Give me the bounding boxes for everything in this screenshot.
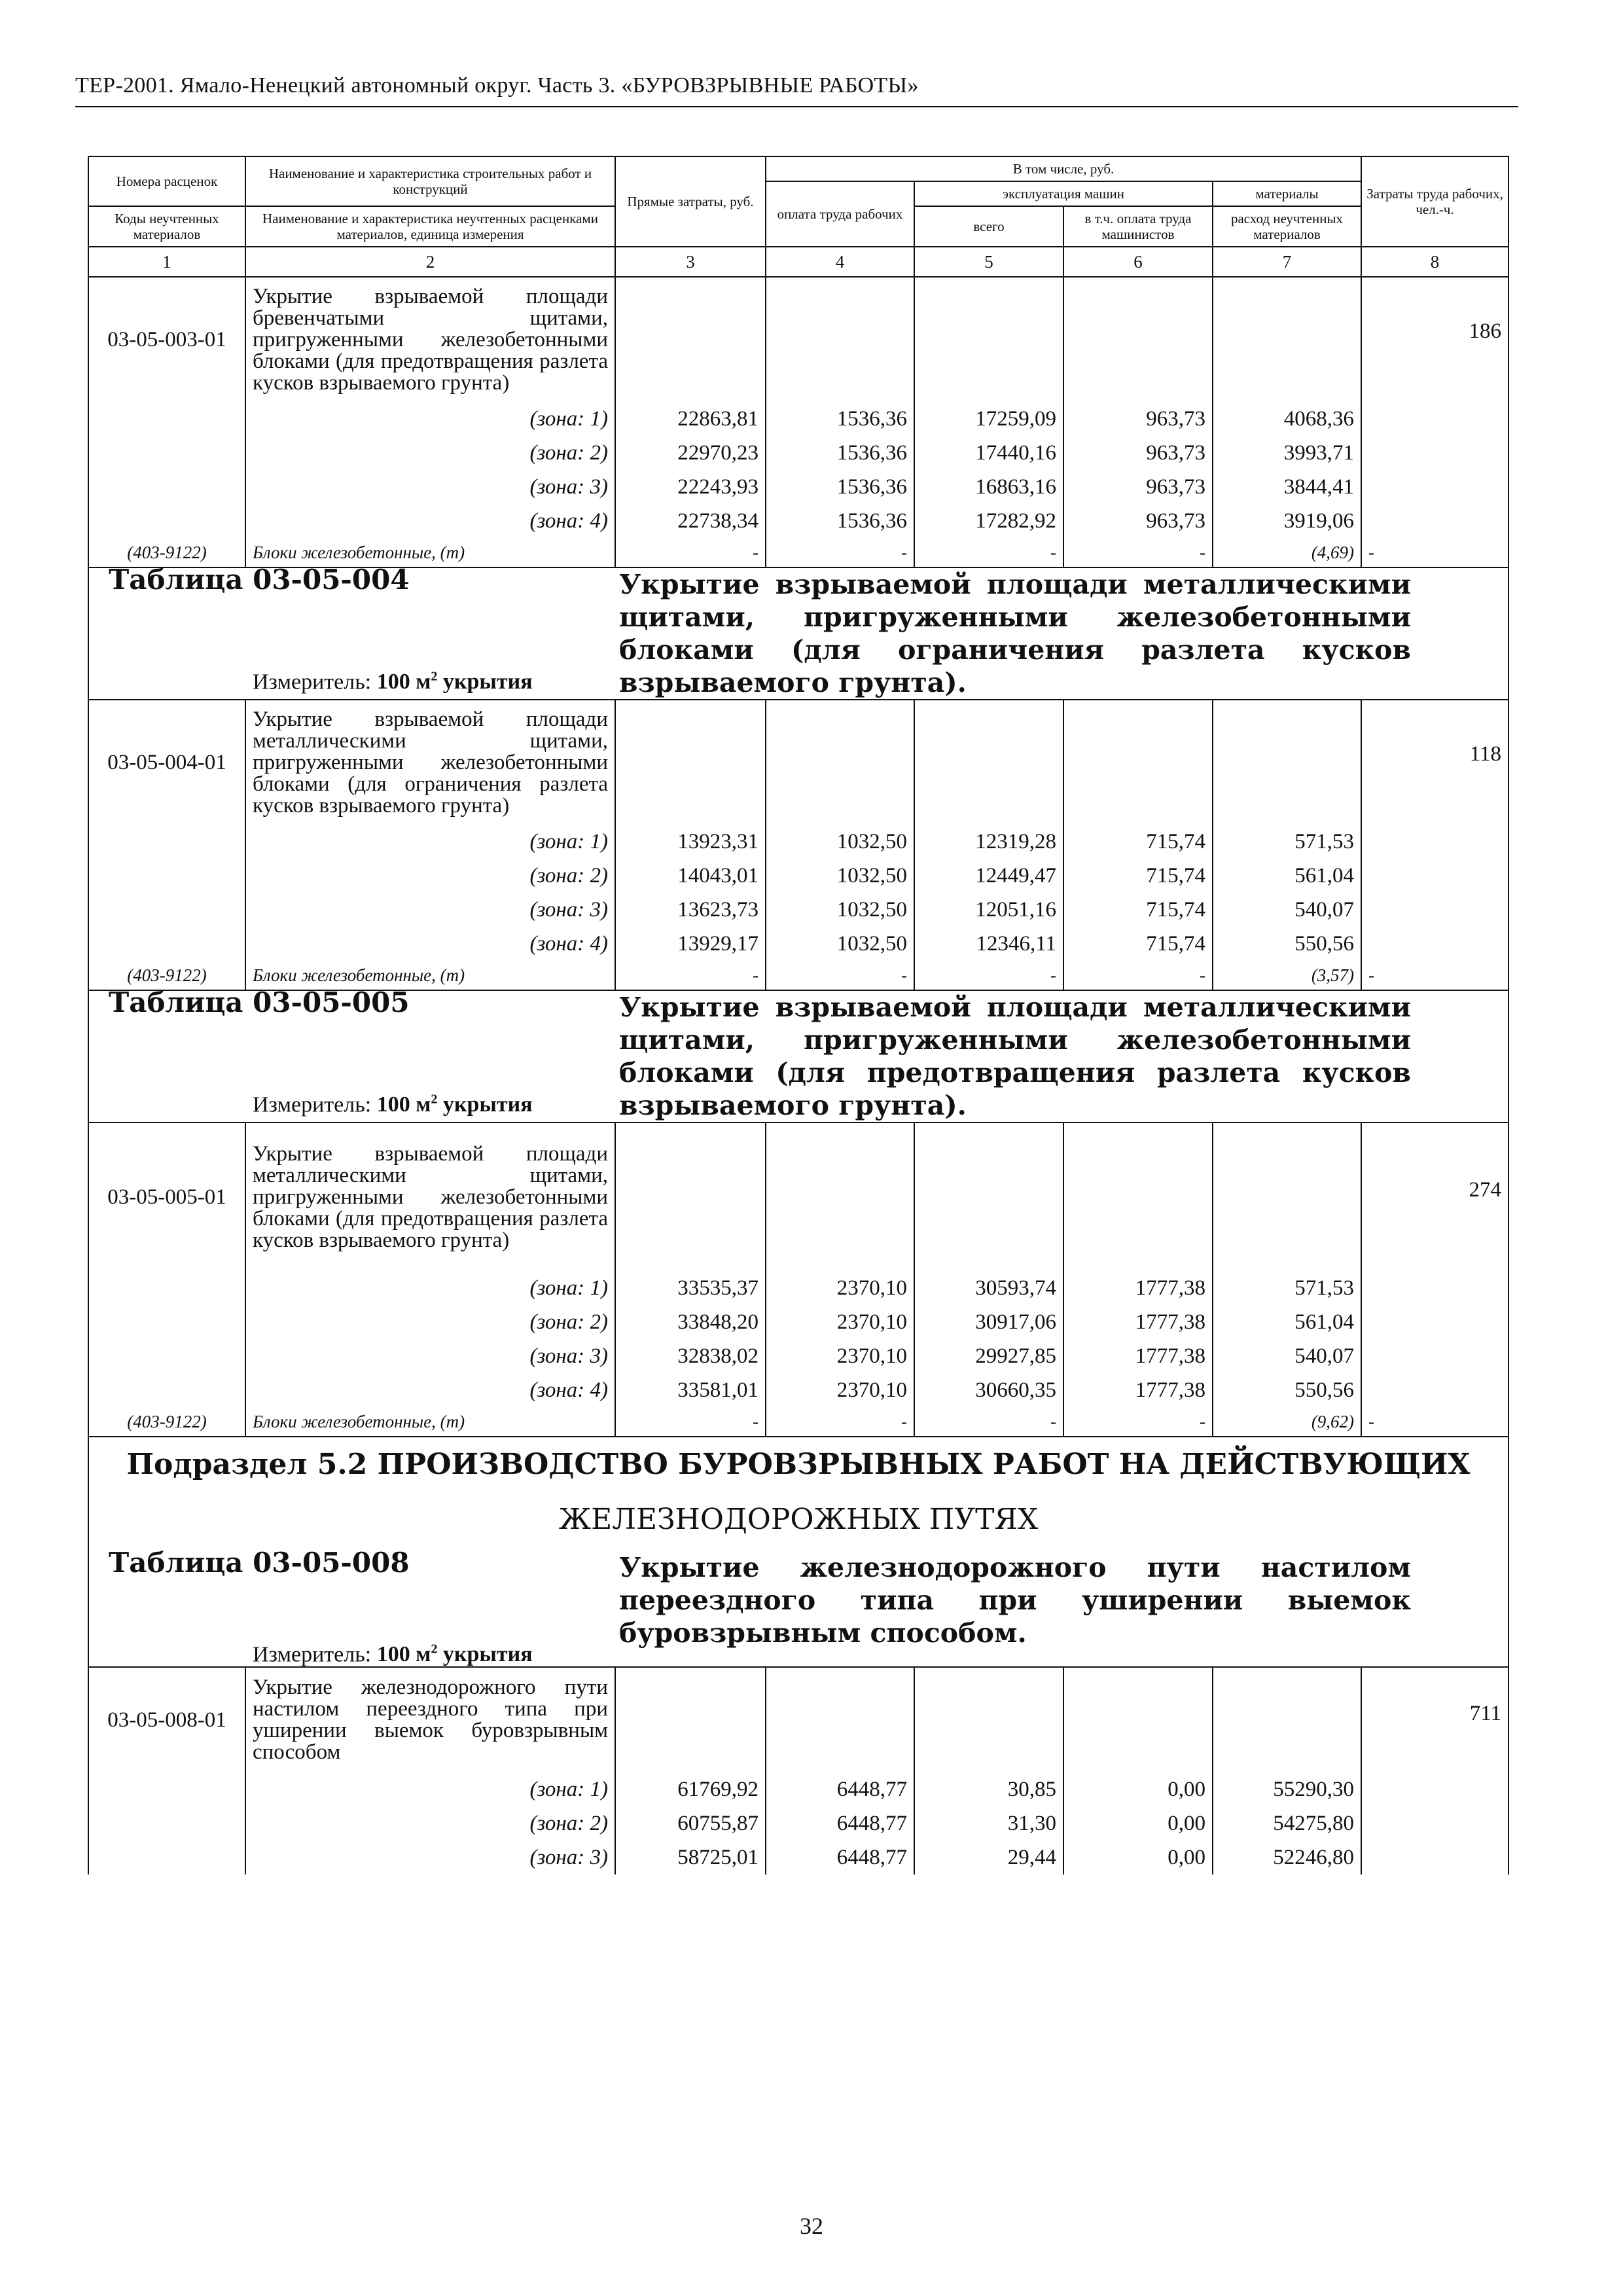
zone-label: (зона: 3) (245, 893, 615, 927)
cell-worker-pay: 1032,50 (766, 859, 914, 893)
cell-machinist-pay: 963,73 (1063, 402, 1213, 436)
cell-worker-pay: 2370,10 (766, 1339, 914, 1373)
rate-block (88, 1437, 1508, 1874)
zone-row (88, 504, 1508, 538)
zone-label: (зона: 1) (245, 1772, 615, 1806)
cell-worker-pay: 1536,36 (766, 402, 914, 436)
column-number: 7 (1213, 247, 1361, 277)
table-title: Укрытие взрываемой площади металлическими щитами, пригруженными железобетонными блоками (для ограничения разлета кусков взрываемого грунта). (619, 569, 1411, 698)
cell-machines: 17282,92 (914, 504, 1063, 538)
material-cell: - (766, 961, 914, 990)
zone-row (88, 893, 1508, 927)
material-cell: - (1063, 1407, 1213, 1437)
cell-materials: 4068,36 (1213, 402, 1361, 436)
cell-worker-pay: 1032,50 (766, 927, 914, 961)
material-cell: - (615, 961, 766, 990)
table-row (88, 1667, 1508, 1772)
col-material-code-header: Коды неучтенных материалов (88, 206, 245, 247)
material-cell: - (914, 961, 1063, 990)
page-header: ТЕР-2001. Ямало-Ненецкий автономный округ. Часть 3. «БУРОВЗРЫВНЫЕ РАБОТЫ» (75, 73, 919, 98)
cell-materials: 3844,41 (1213, 470, 1361, 504)
column-number: 6 (1063, 247, 1213, 277)
material-cell: - (766, 538, 914, 567)
zone-label: (зона: 4) (245, 504, 615, 538)
cell-direct: 13623,73 (615, 893, 766, 927)
cell-worker-pay: 6448,77 (766, 1806, 914, 1840)
zone-label: (зона: 2) (245, 1806, 615, 1840)
cell-materials: 52246,80 (1213, 1840, 1361, 1874)
col-worker-pay-header: оплата труда рабочих (766, 181, 914, 247)
cell-materials: 540,07 (1213, 1339, 1361, 1373)
cell-machinist-pay: 0,00 (1063, 1840, 1213, 1874)
rate-code: 03-05-004-01 (88, 700, 245, 825)
material-consumption: (3,57) (1213, 961, 1361, 990)
table-title: Укрытие взрываемой площади металлическими щитами, пригруженными железобетонными блоками (для предотвращения разлета кусков взрываемого грунта). (619, 992, 1411, 1121)
col-machines-total-header: всего (914, 206, 1063, 247)
rate-block (88, 986, 1508, 1437)
cell-materials: 550,56 (1213, 927, 1361, 961)
cell-direct: 13929,17 (615, 927, 766, 961)
zone-label: (зона: 2) (245, 859, 615, 893)
table-title-row (88, 567, 1508, 700)
subsection-row (88, 1437, 1508, 1547)
cell-materials: 561,04 (1213, 1305, 1361, 1339)
cell-machinist-pay: 0,00 (1063, 1772, 1213, 1806)
material-row (88, 1407, 1508, 1437)
table-row (88, 700, 1508, 825)
cell-direct: 13923,31 (615, 825, 766, 859)
cell-direct: 14043,01 (615, 859, 766, 893)
cell-materials: 54275,80 (1213, 1806, 1361, 1840)
machines-header: эксплуатация машин (914, 181, 1213, 206)
rate-description: Укрытие взрываемой площади металлическими щитами, пригруженными железобетонными блоками (для ограничения разлета кусков взрываемого грунта) (245, 700, 615, 825)
zone-row (88, 402, 1508, 436)
cell-machines: 29,44 (914, 1840, 1063, 1874)
column-number: 3 (615, 247, 766, 277)
zone-row (88, 1305, 1508, 1339)
cell-worker-pay: 2370,10 (766, 1271, 914, 1305)
cell-materials: 571,53 (1213, 825, 1361, 859)
cell-worker-pay: 1536,36 (766, 504, 914, 538)
column-number: 4 (766, 247, 914, 277)
column-number: 8 (1361, 247, 1508, 277)
material-cell: - (615, 1407, 766, 1437)
zone-row (88, 436, 1508, 470)
subsection-title-cont: ЖЕЛЕЗНОДОРОЖНЫХ ПУТЯХ (558, 1503, 1039, 1536)
zone-label: (зона: 4) (245, 927, 615, 961)
page-number: 32 (800, 2213, 823, 2239)
cell-worker-pay: 1536,36 (766, 470, 914, 504)
col-rate-number-header: Номера расценок (88, 156, 245, 206)
labor-cost: 711 (1361, 1667, 1508, 1772)
rate-block (88, 277, 1508, 567)
rate-description: Укрытие взрываемой площади бревенчатыми щитами, пригруженными железобетонными блоками (для предотвращения разлета кусков взрываемого грунта) (245, 277, 615, 402)
zone-row (88, 927, 1508, 961)
zone-label: (зона: 2) (245, 1305, 615, 1339)
material-cell: - (914, 538, 1063, 567)
rate-description: Укрытие взрываемой площади металлическими щитами, пригруженными железобетонными блоками (для предотвращения разлета кусков взрываемого грунта) (245, 1122, 615, 1271)
cell-worker-pay: 6448,77 (766, 1840, 914, 1874)
rate-block (88, 564, 1508, 990)
zone-label: (зона: 3) (245, 470, 615, 504)
cell-materials: 540,07 (1213, 893, 1361, 927)
cell-direct: 58725,01 (615, 1840, 766, 1874)
zone-label: (зона: 1) (245, 1271, 615, 1305)
material-cell: - (1063, 961, 1213, 990)
col-material-name-header: Наименование и характеристика неучтенных расценками материалов, единица измерения (245, 206, 615, 247)
cell-machinist-pay: 1777,38 (1063, 1373, 1213, 1407)
cell-machinist-pay: 963,73 (1063, 436, 1213, 470)
zone-row (88, 1772, 1508, 1806)
cell-machines: 12051,16 (914, 893, 1063, 927)
cell-worker-pay: 6448,77 (766, 1772, 914, 1806)
col-work-name-header: Наименование и характеристика строительных работ и конструкций (245, 156, 615, 206)
table-label: Таблица 03-05-005 (109, 986, 410, 1018)
material-cell: - (914, 1407, 1063, 1437)
cell-direct: 60755,87 (615, 1806, 766, 1840)
rates-table (88, 156, 1509, 1874)
zone-row (88, 1806, 1508, 1840)
cell-materials: 55290,30 (1213, 1772, 1361, 1806)
cell-materials: 561,04 (1213, 859, 1361, 893)
header-rule (75, 106, 1518, 107)
cell-materials: 3993,71 (1213, 436, 1361, 470)
table-row (88, 277, 1508, 402)
zone-row (88, 1373, 1508, 1407)
cell-machinist-pay: 1777,38 (1063, 1339, 1213, 1373)
zone-row (88, 470, 1508, 504)
cell-machinist-pay: 963,73 (1063, 470, 1213, 504)
material-consumption: (4,69) (1213, 538, 1361, 567)
rate-code: 03-05-003-01 (88, 277, 245, 402)
zone-row (88, 825, 1508, 859)
material-name: Блоки железобетонные, (т) (245, 961, 615, 990)
zone-label: (зона: 1) (245, 825, 615, 859)
zone-label: (зона: 2) (245, 436, 615, 470)
labor-cost: 186 (1361, 277, 1508, 402)
labor-cost: 118 (1361, 700, 1508, 825)
cell-direct: 32838,02 (615, 1339, 766, 1373)
cell-direct: 22738,34 (615, 504, 766, 538)
table-label: Таблица 03-05-008 (109, 1547, 410, 1579)
material-cell: - (1361, 961, 1508, 990)
material-cell: - (1063, 538, 1213, 567)
zone-label: (зона: 4) (245, 1373, 615, 1407)
zone-label: (зона: 3) (245, 1339, 615, 1373)
material-name: Блоки железобетонные, (т) (245, 1407, 615, 1437)
cell-direct: 33848,20 (615, 1305, 766, 1339)
cell-machines: 17259,09 (914, 402, 1063, 436)
material-code: (403-9122) (88, 961, 245, 990)
col-labor-header: Затраты труда рабочих, чел.-ч. (1361, 156, 1508, 247)
column-number-row (88, 247, 1508, 277)
cell-worker-pay: 1536,36 (766, 436, 914, 470)
zone-label: (зона: 3) (245, 1840, 615, 1874)
col-direct-costs-header: Прямые затраты, руб. (615, 156, 766, 247)
cell-direct: 33581,01 (615, 1373, 766, 1407)
material-cell: - (1361, 1407, 1508, 1437)
table-header (88, 156, 1508, 277)
cell-machines: 16863,16 (914, 470, 1063, 504)
cell-direct: 22970,23 (615, 436, 766, 470)
cell-machinist-pay: 715,74 (1063, 825, 1213, 859)
column-number: 5 (914, 247, 1063, 277)
zone-label: (зона: 1) (245, 402, 615, 436)
cell-materials: 3919,06 (1213, 504, 1361, 538)
material-name: Блоки железобетонные, (т) (245, 538, 615, 567)
table-title: Укрытие железнодорожного пути настилом переездного типа при уширении выемок буровзрывным способом. (619, 1552, 1411, 1649)
cell-machinist-pay: 715,74 (1063, 927, 1213, 961)
cell-machines: 31,30 (914, 1806, 1063, 1840)
column-number: 2 (245, 247, 615, 277)
table-label: Таблица 03-05-004 (109, 564, 410, 596)
table-row (88, 1122, 1508, 1271)
cell-machinist-pay: 715,74 (1063, 893, 1213, 927)
in-total-header: В том числе, руб. (766, 156, 1361, 181)
cell-worker-pay: 2370,10 (766, 1305, 914, 1339)
subsection-title: Подраздел 5.2 ПРОИЗВОДСТВО БУРОВЗРЫВНЫХ РАБОТ НА ДЕЙСТВУЮЩИХ (126, 1448, 1471, 1481)
measure-unit: Измеритель: 100 $м^2$ укрытия (253, 1092, 533, 1117)
cell-direct: 61769,92 (615, 1772, 766, 1806)
material-consumption: (9,62) (1213, 1407, 1361, 1437)
material-code: (403-9122) (88, 538, 245, 567)
cell-machines: 30,85 (914, 1772, 1063, 1806)
cell-machines: 12346,11 (914, 927, 1063, 961)
measure-unit: Измеритель: 100 $м^2$ укрытия (253, 1642, 533, 1667)
cell-machinist-pay: 715,74 (1063, 859, 1213, 893)
cell-machines: 30593,74 (914, 1271, 1063, 1305)
materials-header: материалы (1213, 181, 1361, 206)
cell-machinist-pay: 1777,38 (1063, 1305, 1213, 1339)
cell-materials: 550,56 (1213, 1373, 1361, 1407)
cell-machines: 30917,06 (914, 1305, 1063, 1339)
labor-cost: 274 (1361, 1122, 1508, 1271)
cell-direct: 22863,81 (615, 402, 766, 436)
cell-machinist-pay: 0,00 (1063, 1806, 1213, 1840)
cell-machines: 17440,16 (914, 436, 1063, 470)
table-title-row (88, 990, 1508, 1122)
column-number: 1 (88, 247, 245, 277)
material-code: (403-9122) (88, 1407, 245, 1437)
cell-direct: 33535,37 (615, 1271, 766, 1305)
cell-direct: 22243,93 (615, 470, 766, 504)
rate-code: 03-05-005-01 (88, 1122, 245, 1271)
cell-machines: 30660,35 (914, 1373, 1063, 1407)
zone-row (88, 859, 1508, 893)
rate-code: 03-05-008-01 (88, 1667, 245, 1772)
zone-row (88, 1271, 1508, 1305)
table-title-row (88, 1547, 1508, 1667)
material-cell: - (615, 538, 766, 567)
rate-description: Укрытие железнодорожного пути настилом переездного типа при уширении выемок буровзрывным способом (245, 1667, 615, 1772)
zone-row (88, 1339, 1508, 1373)
cell-worker-pay: 1032,50 (766, 825, 914, 859)
zone-row (88, 1840, 1508, 1874)
cell-machinist-pay: 963,73 (1063, 504, 1213, 538)
material-cell: - (1361, 538, 1508, 567)
measure-unit: Измеритель: 100 $м^2$ укрытия (253, 670, 533, 694)
cell-worker-pay: 1032,50 (766, 893, 914, 927)
col-material-consumption-header: расход неучтенных материалов (1213, 206, 1361, 247)
cell-machinist-pay: 1777,38 (1063, 1271, 1213, 1305)
cell-machines: 29927,85 (914, 1339, 1063, 1373)
material-cell: - (766, 1407, 914, 1437)
cell-machines: 12449,47 (914, 859, 1063, 893)
cell-machines: 12319,28 (914, 825, 1063, 859)
col-machinist-pay-header: в т.ч. оплата труда машинистов (1063, 206, 1213, 247)
cell-worker-pay: 2370,10 (766, 1373, 914, 1407)
cell-materials: 571,53 (1213, 1271, 1361, 1305)
